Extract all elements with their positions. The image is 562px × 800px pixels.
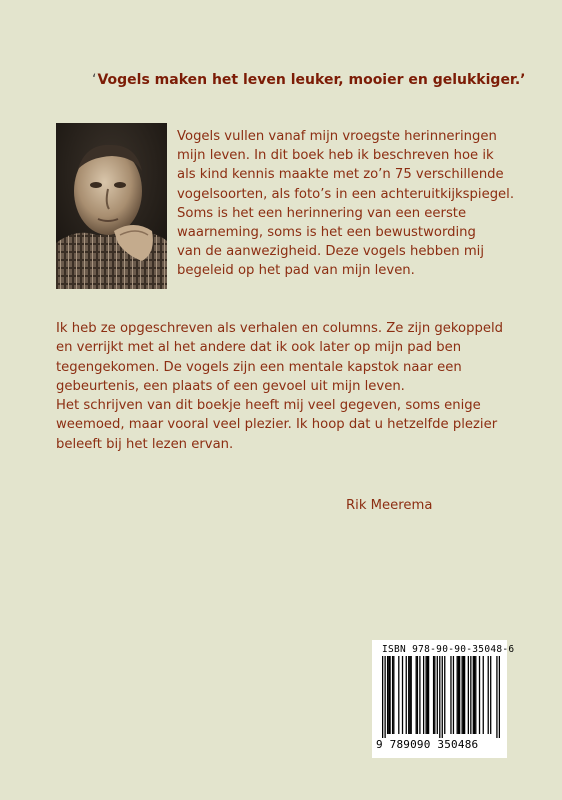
barcode-bar <box>419 656 420 734</box>
barcode-bar <box>439 656 440 738</box>
quote-open-mark: ‘ <box>92 72 97 88</box>
barcode-bar <box>434 656 435 734</box>
barcode-bar <box>496 656 497 738</box>
barcode-bar <box>382 656 383 738</box>
barcode-bar <box>402 656 403 734</box>
intro-line: van de aanwezigheid. Deze vogels hebben mij <box>177 244 485 260</box>
barcode-bar <box>384 656 385 738</box>
barcode-bar <box>499 656 500 738</box>
intro-line: Soms is het een herinnering van een eerste <box>177 205 467 221</box>
barcode-bar <box>483 656 484 734</box>
barcode-bar <box>473 656 474 734</box>
barcode-bar <box>457 656 458 734</box>
barcode-bar <box>388 656 389 734</box>
intro-line: waarneming, soms is het een bewustwording <box>177 225 476 241</box>
barcode-bar <box>392 656 393 734</box>
barcode-bar <box>427 656 428 734</box>
barcode-bar <box>470 656 471 734</box>
isbn-label: ISBN 978-90-90-35048-6 <box>382 644 515 655</box>
barcode-digits: 9 789090 350486 <box>376 738 479 751</box>
barcode-bar <box>442 656 443 738</box>
barcode-bar <box>409 656 410 734</box>
barcode-bar <box>490 656 491 734</box>
barcode-bar <box>423 656 424 734</box>
barcode-bars <box>382 656 500 738</box>
quote-text: Vogels maken het leven leuker, mooier en gelukkiger.’ <box>97 72 526 88</box>
author-portrait-image <box>56 123 167 289</box>
barcode-bar <box>425 656 426 734</box>
barcode-bar <box>479 656 480 734</box>
barcode-bar <box>464 656 465 734</box>
body-line: tegengekomen. De vogels zijn een mentale kapstok naar een <box>56 359 462 375</box>
barcode-bar <box>463 656 464 734</box>
barcode-bar <box>417 656 418 734</box>
body-line: en verrijkt met al het andere dat ik ook later op mijn pad ben <box>56 340 462 356</box>
intro-paragraph <box>177 127 522 281</box>
intro-line: vogelsoorten, als foto’s in een achteruitkijkspiegel. <box>177 186 515 202</box>
intro-line: mijn leven. In dit boek heb ik beschreven hoe ik <box>177 148 494 164</box>
barcode-bar <box>459 656 460 734</box>
barcode-bar <box>450 656 451 734</box>
barcode-bar <box>474 656 475 734</box>
barcode-bar <box>433 656 434 734</box>
body-line: Het schrijven van dit boekje heeft mij veel gegeven, soms enige <box>56 398 481 414</box>
barcode-bar <box>398 656 399 734</box>
barcode-bar <box>406 656 407 734</box>
body-line: gebeurtenis, een plaats of een gevoel uit mijn leven. <box>56 378 405 394</box>
barcode-bar <box>453 656 454 734</box>
barcode-bar <box>411 656 412 734</box>
cover-quote <box>92 72 526 88</box>
barcode-bar <box>461 656 462 734</box>
intro-line: begeleid op het pad van mijn leven. <box>177 263 415 279</box>
barcode-bar <box>468 656 469 734</box>
intro-line: Vogels vullen vanaf mijn vroegste herinneringen <box>177 129 497 144</box>
barcode-bar <box>488 656 489 734</box>
barcode-bar <box>408 656 409 734</box>
barcode-bar <box>387 656 388 734</box>
barcode-bar <box>458 656 459 734</box>
body-line: beleeft bij het lezen ervan. <box>56 436 234 452</box>
barcode-bar <box>444 656 445 734</box>
body-line: weemoed, maar vooral veel plezier. Ik hoop dat u hetzelfde plezier <box>56 417 498 433</box>
barcode-bar <box>428 656 429 734</box>
intro-line: als kind kennis maakte met zo’n 75 verschillende <box>177 167 504 183</box>
barcode-bar <box>475 656 476 734</box>
body-line: Ik heb ze opgeschreven als verhalen en columns. Ze zijn gekoppeld <box>56 321 503 336</box>
barcode-bar <box>416 656 417 734</box>
author-portrait <box>56 123 167 289</box>
barcode-bar <box>389 656 390 734</box>
author-signature: Rik Meerema <box>346 498 433 513</box>
barcode-bar <box>437 656 438 734</box>
isbn-barcode <box>372 640 515 758</box>
body-paragraph <box>56 319 526 454</box>
barcode-bar <box>393 656 394 734</box>
